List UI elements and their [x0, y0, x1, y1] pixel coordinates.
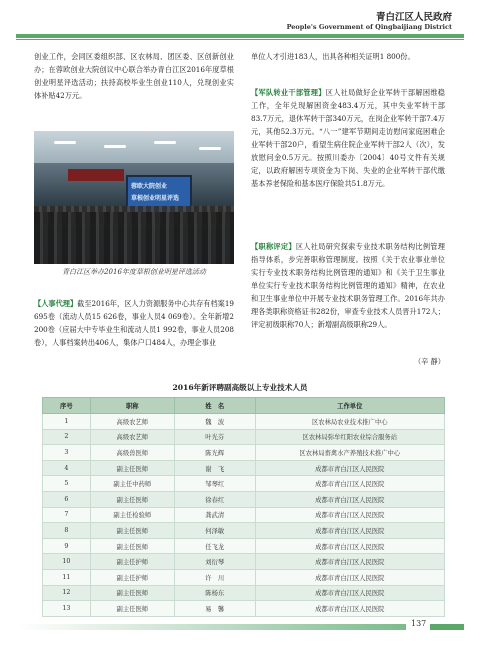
table-row: 2 高级农艺师 叶光芬 区农林局弥牟红阳农业综合服务站: [43, 429, 445, 445]
left-paragraph-2: 【人事代理】截至2016年，区人力资源服务中心共存有档案19 695卷（流动人员15 626卷，事业人员4 069卷）。全年新增2 200卷（应届大中专毕业生和流动人员1 992卷，事业人员208卷），人事档案转出406人，集体户口484人，办理企事业: [34, 299, 234, 347]
footer-accent-bar: [430, 624, 464, 630]
header-unit: 工作单位: [255, 398, 444, 414]
header-name: 姓 名: [174, 398, 255, 414]
section-tag-personnel-agency: 【人事代理】: [34, 299, 78, 308]
event-photo: [34, 131, 234, 264]
header-divider: [16, 34, 464, 38]
photo-screen-text-1: 蓉欧大院创业: [131, 183, 168, 190]
right-paragraph-3: 【职称评定】区人社局研究探索专业技术职务结构比例管理指导体系，步完善职称管理制度。按照《关于农业事业单位实行专业技术职务结构比例管理的通知》和《关于卫生事业单位实行专业技术职务结构比例管理的通知》精神，在农业和卫生事业单位中开展专业技术职务管理工作。2016年共办理各类职称资格证书282份，审查专业技术人员晋升172人；评定初级职称70人；新增副高级职称29人。: [251, 242, 445, 329]
table-row: 5 副主任中药师 邹琴红 成都市青白江区人民医院: [43, 476, 445, 492]
page-header-subtitle: People's Government of Qingbaijiang District: [286, 23, 452, 31]
page-header-title: 青白江区人民政府: [375, 12, 452, 23]
author-signature: （辛 静）: [413, 357, 445, 366]
table-title: 2016年新评聘副高级以上专业技术人员: [172, 383, 308, 392]
table-row: 10 副主任护师 刘衍琴 成都市青白江区人民医院: [43, 554, 445, 570]
right-paragraph-2: 【军队转业干部管理】区人社局做好企业军转干部解困维稳工作，全年兑现解困资金483.4万元，其中失业军转干部83.7万元，退休军转干部340万元，在岗企业军转干部7.4万元，其他52.3万元。“八一”建军节期间走访慰问家庭困难企业军转干部20户，看望生病住院企业军转干部2人（次），发放慰问金0.5万元。按照川委办〔2004〕40号文件有关规定，以政府解困专项资金为下岗、失业的企业军转干部代缴基本养老保险和基本医疗保险共51.8万元。: [251, 88, 445, 188]
header-title: 职称: [90, 398, 174, 414]
staff-table: [42, 397, 445, 617]
table-row: 1 高级农艺师 魏 波 区农林局农业技术推广中心: [43, 414, 445, 430]
table-row: 4 副主任医师 谢 飞 成都市青白江区人民医院: [43, 460, 445, 476]
table-row: 7 副主任检验师 龚武清 成都市青白江区人民医院: [43, 507, 445, 523]
page-number: 137: [411, 619, 427, 628]
table-header-row: [43, 398, 445, 414]
photo-caption: 青白江区举办2016年度草根创业明星评选活动: [62, 268, 206, 276]
table-row: 3 高级兽医师 陈光辉 区农林局畜禽水产养殖技术推广中心: [43, 445, 445, 461]
right-paragraph-1: 单位人才引进183人，出具各种相关证明1 800份。: [251, 52, 415, 61]
header-index: 序号: [43, 398, 91, 414]
left-paragraph-1: 创业工作，会同区委组织部、区农林局、团区委、区创新创业办；在蓉欧创业大院创议中心联合举办青白江区2016年度草根创业明星评选活动；扶持高校毕业生创业110人，兑现创业实体补贴42万元。: [34, 52, 234, 100]
table-row: 8 副主任医师 何泽敏 成都市青白江区人民医院: [43, 523, 445, 539]
table-row: 9 副主任医师 任飞龙 成都市青白江区人民医院: [43, 538, 445, 554]
header-divider-thin: [16, 39, 464, 40]
table-row: 13 副主任医师 易 馨 成都市青白江区人民医院: [43, 601, 445, 617]
photo-screen-text-2: 草根创业明星评选: [131, 195, 180, 202]
table-row: 12 副主任医师 陈杨东 成都市青白江区人民医院: [43, 585, 445, 601]
section-tag-military-transfer: 【军队转业干部管理】: [251, 88, 326, 97]
table-row: 6 副主任医师 徐春红 成都市青白江区人民医院: [43, 491, 445, 507]
footer-gradient-rule: [16, 624, 406, 630]
table-row: 11 副主任护师 许 川 成都市青白江区人民医院: [43, 569, 445, 585]
section-tag-title-evaluation: 【职称评定】: [251, 242, 296, 251]
